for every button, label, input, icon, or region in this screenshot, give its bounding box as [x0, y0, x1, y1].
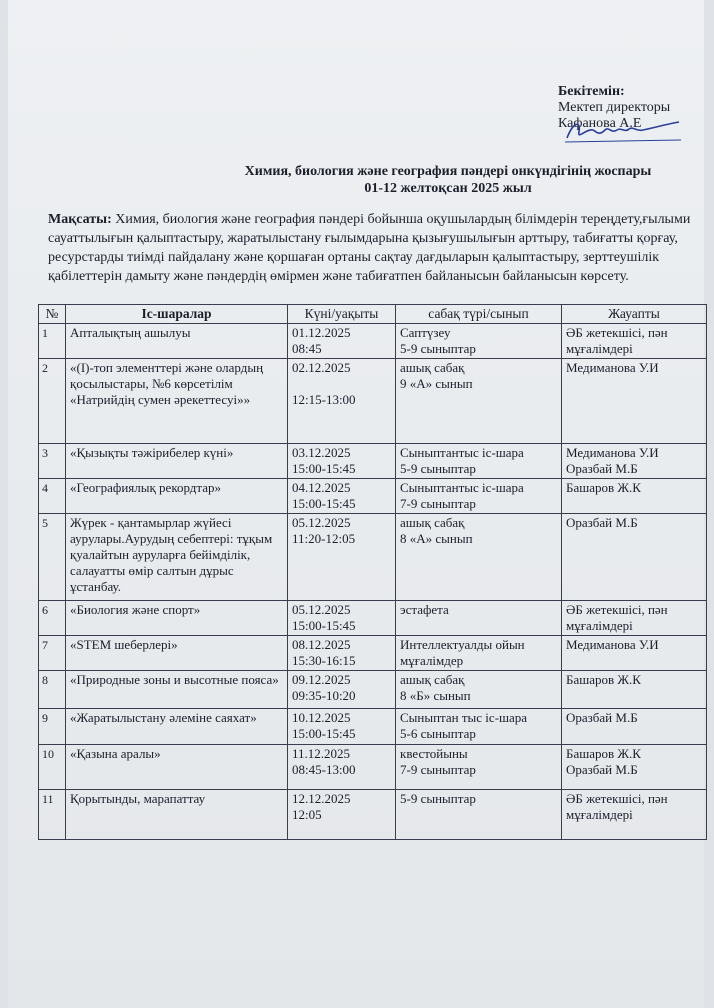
- row-type: 5-9 сыныптар: [396, 790, 562, 840]
- row-type: квестойыны 7-9 сыныптар: [396, 745, 562, 790]
- table-row: [39, 671, 707, 709]
- row-event: «Биология және спорт»: [66, 601, 288, 636]
- row-responsible: Медиманова У.И: [562, 636, 707, 671]
- row-type: Сыныптантыс іс-шара 5-9 сыныптар: [396, 444, 562, 479]
- row-type: эстафета: [396, 601, 562, 636]
- row-datetime: 09.12.2025 09:35-10:20: [288, 671, 396, 709]
- row-datetime: 05.12.2025 15:00-15:45: [288, 601, 396, 636]
- row-event: «Географиялық рекордтар»: [66, 479, 288, 514]
- table-row: [39, 745, 707, 790]
- row-type: ашық сабақ 9 «А» сынып: [396, 359, 562, 444]
- table-row: [39, 324, 707, 359]
- row-datetime: 01.12.2025 08:45: [288, 324, 396, 359]
- row-responsible: Оразбай М.Б: [562, 709, 707, 745]
- document-title: [168, 163, 714, 197]
- row-number: 5: [39, 514, 66, 601]
- row-type: ашық сабақ 8 «А» сынып: [396, 514, 562, 601]
- row-responsible: ӘБ жетекшісі, пән мұғалімдері: [562, 790, 707, 840]
- table-row: [39, 636, 707, 671]
- table-header-row: [39, 305, 707, 324]
- table-row: [39, 709, 707, 745]
- row-responsible: ӘБ жетекшісі, пән мұғалімдері: [562, 601, 707, 636]
- goal-text: Химия, биология және география пәндері бойынша оқушылардың білімдерін тереңдету,ғылыми сауаттылығын қалыптастыру, жаратылыстану ғылымдарына қызығушылығын арттыру, табиғатты қорғау, ресурстарды тиімді пайдалану және қоршаған ортаны сақтау дағдыларын қалыптастыру, зерттеушілік қабілеттерін дамыту және пәндердің өмірмен және табиғатпен байланысын байланысын көрсету.: [48, 212, 691, 284]
- table-row: [39, 444, 707, 479]
- row-datetime: 12.12.2025 12:05: [288, 790, 396, 840]
- title-line-2: 01-12 желтоқсан 2025 жыл: [364, 181, 532, 196]
- approval-heading: Бекітемін:: [558, 84, 625, 99]
- row-responsible: ӘБ жетекшісі, пән мұғалімдері: [562, 324, 707, 359]
- approval-position: Мектеп директоры: [558, 100, 671, 115]
- row-number: 2: [39, 359, 66, 444]
- row-type: Интеллектуалды ойын мұғалімдер: [396, 636, 562, 671]
- row-event: Апталықтың ашылуы: [66, 324, 288, 359]
- header-responsible: Жауапты: [562, 305, 707, 324]
- row-number: 3: [39, 444, 66, 479]
- row-datetime: 10.12.2025 15:00-15:45: [288, 709, 396, 745]
- row-responsible: Медиманова У.И: [562, 359, 707, 444]
- row-responsible: Башаров Ж.К: [562, 479, 707, 514]
- table-row: [39, 514, 707, 601]
- plan-table: [38, 304, 707, 840]
- row-number: 9: [39, 709, 66, 745]
- table-row: [39, 601, 707, 636]
- row-number: 4: [39, 479, 66, 514]
- row-responsible: Оразбай М.Б: [562, 514, 707, 601]
- row-number: 8: [39, 671, 66, 709]
- row-responsible: Башаров Ж.К: [562, 671, 707, 709]
- header-events: Іс-шаралар: [66, 305, 288, 324]
- row-responsible: Башаров Ж.К Оразбай М.Б: [562, 745, 707, 790]
- goal-paragraph: [48, 210, 714, 286]
- approval-name: Кафанова А.Е: [558, 116, 642, 131]
- row-type: Саптүзеу 5-9 сыныптар: [396, 324, 562, 359]
- row-event: Жүрек - қантамырлар жүйесі аурулары.Аурудың себептері: тұқым қуалайтын ауруларға бейімділік, салауатты өмір салтын дұрыс ұстанбау.: [66, 514, 288, 601]
- row-number: 1: [39, 324, 66, 359]
- row-event: «Қазына аралы»: [66, 745, 288, 790]
- row-number: 7: [39, 636, 66, 671]
- header-type: сабақ түрі/сынып: [396, 305, 562, 324]
- row-event: «(І)-топ элементтері және олардың қосылыстары, №6 көрсетілім «Натрийдің сумен әрекеттесуі»»: [66, 359, 288, 444]
- row-event: «Жаратылыстану әлеміне саяхат»: [66, 709, 288, 745]
- row-type: Сыныптан тыс іс-шара 5-6 сыныптар: [396, 709, 562, 745]
- header-datetime: Күні/уақыты: [288, 305, 396, 324]
- row-responsible: Медиманова У.И Оразбай М.Б: [562, 444, 707, 479]
- row-number: 10: [39, 745, 66, 790]
- row-datetime: 03.12.2025 15:00-15:45: [288, 444, 396, 479]
- table-row: [39, 790, 707, 840]
- row-event: «STEM шеберлері»: [66, 636, 288, 671]
- row-datetime: 11.12.2025 08:45-13:00: [288, 745, 396, 790]
- row-type: ашық сабақ 8 «Б» сынып: [396, 671, 562, 709]
- row-datetime: 05.12.2025 11:20-12:05: [288, 514, 396, 601]
- row-event: «Қызықты тәжірибелер күні»: [66, 444, 288, 479]
- document-page: [8, 0, 704, 1008]
- row-number: 11: [39, 790, 66, 840]
- goal-label: Мақсаты:: [48, 212, 112, 227]
- row-event: «Природные зоны и высотные пояса»: [66, 671, 288, 709]
- row-event: Қорытынды, марапаттау: [66, 790, 288, 840]
- table-row: [39, 359, 707, 444]
- row-datetime: 02.12.2025 12:15-13:00: [288, 359, 396, 444]
- row-number: 6: [39, 601, 66, 636]
- title-line-1: Химия, биология және география пәндері онкүндігінің жоспары: [244, 164, 652, 179]
- header-number: №: [39, 305, 66, 324]
- signature-mark: [563, 118, 683, 144]
- row-type: Сыныптантыс іс-шара 7-9 сыныптар: [396, 479, 562, 514]
- table-row: [39, 479, 707, 514]
- row-datetime: 08.12.2025 15:30-16:15: [288, 636, 396, 671]
- row-datetime: 04.12.2025 15:00-15:45: [288, 479, 396, 514]
